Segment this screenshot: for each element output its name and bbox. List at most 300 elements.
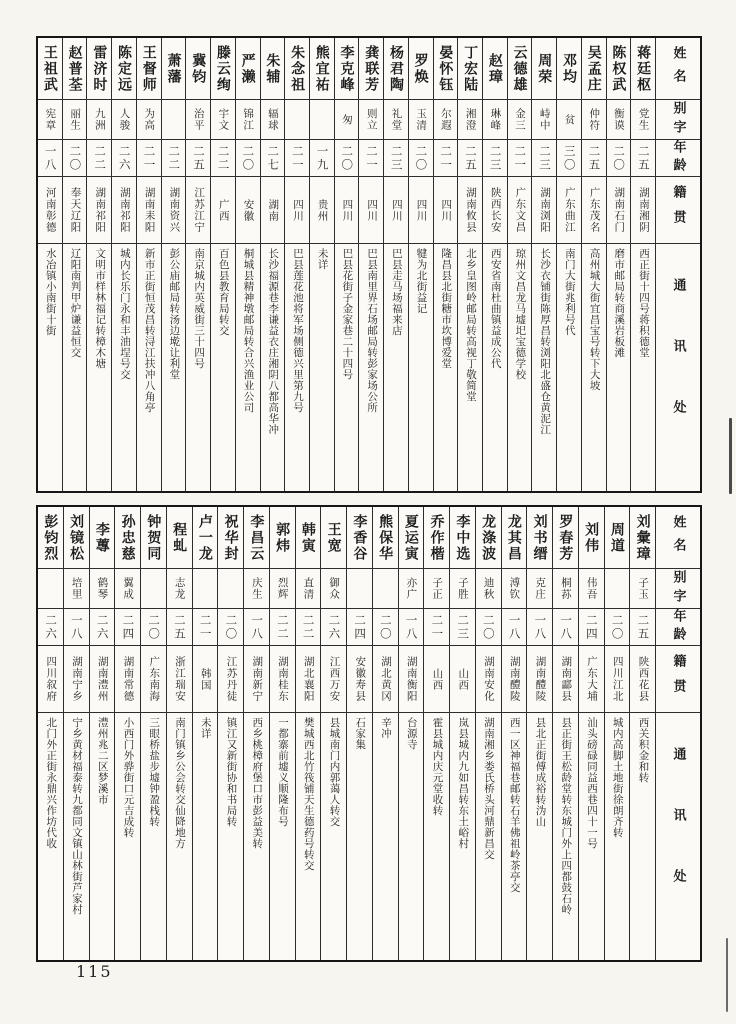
person-courtesy-name: 伟吾 (585, 577, 598, 600)
person-age: 二五 (172, 613, 187, 641)
person-age: 一八 (559, 613, 574, 641)
person-column (185, 38, 210, 491)
person-column (398, 507, 424, 960)
person-native-place: 山西 (431, 667, 444, 691)
person-address-cell (162, 244, 186, 491)
person-age: 二三 (488, 144, 503, 172)
person-age: 二五 (587, 144, 602, 172)
person-address-cell (450, 713, 475, 960)
person-address: 百色县教育局转交 (217, 248, 230, 336)
person-name-cell (424, 507, 449, 569)
person-age: 二一 (290, 144, 305, 172)
person-courtesy-cell (321, 569, 346, 609)
person-native-cell (631, 177, 655, 244)
person-age-cell (296, 609, 321, 646)
person-address-cell (532, 244, 556, 491)
person-courtesy-name: 御众 (328, 577, 341, 600)
person-name: 罗焕 (412, 52, 429, 85)
person-native-place: 四川 (390, 198, 403, 222)
person-courtesy-cell (236, 100, 260, 140)
person-address: 未详 (199, 717, 212, 739)
person-courtesy-name: 九洲 (93, 108, 106, 131)
person-address-cell (553, 713, 578, 960)
person-address-cell (409, 244, 433, 491)
person-name: 熊宜祐 (313, 44, 330, 93)
person-column (552, 507, 578, 960)
person-native-cell (63, 177, 87, 244)
person-native-place: 广东文昌 (514, 187, 527, 233)
header-address-label (656, 244, 700, 491)
person-address: 彭公庙邮局转汤边墘让利堂 (168, 248, 181, 380)
person-age-cell (112, 140, 136, 177)
person-address: 湖南湘乡娄氏桥头河鼎新昌交 (483, 717, 495, 860)
person-address-cell (582, 244, 606, 491)
person-name-cell (409, 38, 433, 100)
person-name: 彭钧烈 (42, 513, 59, 562)
person-name: 李昌云 (248, 513, 265, 562)
person-column (531, 38, 556, 491)
person-age-cell (244, 609, 269, 646)
person-age: 二〇 (241, 144, 256, 172)
person-column (38, 38, 62, 491)
person-courtesy-name: 子胜 (456, 577, 469, 600)
person-name-cell (321, 507, 346, 569)
person-courtesy-cell (141, 569, 166, 609)
person-native-place: 湖北黄冈 (380, 656, 392, 702)
person-age-cell (399, 609, 424, 646)
person-native-place: 四川江北 (611, 656, 624, 702)
person-age-cell (115, 609, 140, 646)
person-native-place: 陕西长安 (489, 187, 502, 233)
person-native-cell (502, 646, 527, 713)
person-name: 陈定远 (116, 44, 133, 93)
person-address-cell (607, 244, 631, 491)
person-courtesy-name: 亦广 (405, 577, 418, 600)
person-column (166, 507, 192, 960)
person-age-cell (137, 140, 161, 177)
header-native-text: 籍贯 (670, 654, 686, 704)
person-name: 熊保华 (377, 513, 394, 562)
person-column (86, 38, 111, 491)
person-courtesy-cell (605, 569, 630, 609)
person-age-cell (321, 609, 346, 646)
person-native-cell (630, 646, 655, 713)
person-native-cell (218, 646, 243, 713)
person-age-cell (605, 609, 630, 646)
person-name-cell (87, 38, 111, 100)
person-age: 二五 (636, 144, 651, 172)
person-native-place: 河南彰德 (44, 187, 57, 233)
person-native-place: 安徽寿县 (354, 656, 367, 702)
person-native-cell (483, 177, 507, 244)
person-column (320, 507, 346, 960)
person-age-cell (310, 140, 334, 177)
header-age-label (656, 140, 700, 177)
person-age-cell (186, 140, 210, 177)
person-native-place: 湖南酃县 (560, 656, 573, 702)
person-native-place: 韩国 (199, 667, 212, 691)
person-address: 南门大街兆利号代 (563, 248, 576, 336)
person-address: 未详 (316, 248, 329, 270)
person-column (334, 38, 359, 491)
person-address-cell (321, 713, 346, 960)
person-courtesy-cell (211, 100, 235, 140)
person-courtesy-name: 宪章 (44, 108, 57, 131)
person-courtesy-name: 辐球 (266, 108, 279, 131)
person-name-cell (476, 507, 501, 569)
person-native-place: 湖北襄阳 (302, 656, 315, 702)
person-native-place: 广西 (217, 198, 230, 222)
person-name: 龙涤波 (480, 513, 497, 562)
person-courtesy-cell (450, 569, 475, 609)
person-address-cell (527, 713, 552, 960)
person-courtesy-cell (167, 569, 192, 609)
person-name-cell (335, 38, 359, 100)
person-address: 樊城西北竹筏铺天生德药号转交 (302, 717, 315, 871)
person-column (217, 507, 243, 960)
person-column (260, 38, 285, 491)
person-address: 西关积金和转 (637, 717, 650, 783)
person-courtesy-name: 匆 (341, 113, 354, 126)
person-courtesy-cell (579, 569, 604, 609)
person-name-cell (631, 38, 655, 100)
person-column (383, 38, 408, 491)
scan-artifact-bottom-right (726, 938, 728, 1012)
person-name: 雷济时 (91, 44, 108, 93)
person-column (556, 38, 581, 491)
person-column (630, 38, 655, 491)
person-address: 西乡桃樟府堡口市彭益美转 (251, 717, 264, 849)
person-native-place: 湖南资兴 (168, 187, 181, 233)
person-age: 二〇 (378, 613, 393, 641)
person-native-cell (347, 646, 372, 713)
person-age: 二二 (275, 613, 290, 641)
person-native-place: 湖南石门 (613, 187, 626, 233)
person-name-cell (63, 38, 87, 100)
person-age-cell (527, 609, 552, 646)
person-name: 赵普荃 (66, 44, 83, 93)
person-courtesy-name: 子正 (431, 577, 444, 600)
person-courtesy-cell (90, 569, 115, 609)
person-address-cell (115, 713, 140, 960)
person-name-cell (605, 507, 630, 569)
person-courtesy-name: 烈辉 (276, 577, 289, 600)
person-name: 程虬 (171, 521, 188, 554)
person-native-place: 湖南 (267, 198, 280, 222)
person-name-cell (285, 38, 309, 100)
person-column (136, 38, 161, 491)
person-courtesy-name: 桐荪 (559, 577, 572, 600)
person-name-cell (261, 38, 285, 100)
person-address-cell (285, 244, 309, 491)
person-native-cell (162, 177, 186, 244)
person-name-cell (347, 507, 372, 569)
person-native-cell (211, 177, 235, 244)
person-address-cell (557, 244, 581, 491)
person-name-cell (532, 38, 556, 100)
person-native-cell (296, 646, 321, 713)
person-age: 一八 (43, 144, 58, 172)
header-courtesy-label (656, 100, 700, 140)
person-courtesy-name: 礼堂 (390, 108, 403, 131)
person-name: 严濑 (239, 52, 256, 85)
person-column (111, 38, 136, 491)
person-address: 犍为北街益记 (415, 248, 428, 314)
person-column (604, 507, 630, 960)
person-age-cell (582, 140, 606, 177)
person-age: 二三 (456, 613, 471, 641)
person-native-place: 湖南攸县 (464, 187, 477, 233)
person-address-cell (630, 713, 655, 960)
person-courtesy-cell (115, 569, 140, 609)
person-age: 二〇 (612, 144, 627, 172)
person-native-place: 陕西花县 (637, 656, 650, 702)
person-age: 一八 (404, 613, 419, 641)
person-age-cell (557, 140, 581, 177)
person-age: 二一 (430, 613, 445, 641)
person-native-cell (582, 177, 606, 244)
person-courtesy-cell (373, 569, 398, 609)
person-address-cell (141, 713, 166, 960)
person-native-cell (115, 646, 140, 713)
person-courtesy-name: 琳峰 (489, 108, 502, 131)
person-courtesy-cell (384, 100, 408, 140)
person-native-cell (38, 177, 62, 244)
person-age-cell (502, 609, 527, 646)
person-courtesy-name: 金三 (514, 108, 527, 131)
person-address: 琼州文昌龙马墟圯宝德学校 (514, 248, 527, 380)
person-column (433, 38, 458, 491)
person-age: 二六 (327, 613, 342, 641)
person-courtesy-cell (458, 100, 482, 140)
person-native-cell (605, 646, 630, 713)
person-courtesy-name: 为高 (143, 108, 156, 131)
person-native-cell (434, 177, 458, 244)
person-age: 二〇 (481, 613, 496, 641)
header-native-text: 籍贯 (670, 185, 686, 235)
table-header-column (655, 507, 700, 960)
person-address: 城内高脚土地街徐朗齐转 (611, 717, 624, 838)
person-native-place: 四川 (341, 198, 354, 222)
person-address: 文明市样林福记转樟木塘 (94, 248, 107, 369)
person-native-place: 江西万安 (328, 656, 341, 702)
person-native-cell (64, 646, 89, 713)
person-address: 北乡皇图岭邮局转高视丁敬简堂 (464, 248, 477, 402)
person-name: 刘伟 (583, 521, 600, 554)
person-column (358, 38, 383, 491)
person-address-cell (244, 713, 269, 960)
person-native-cell (193, 646, 218, 713)
person-courtesy-name: 翼成 (122, 577, 135, 600)
person-age-cell (38, 140, 62, 177)
person-native-cell (399, 646, 424, 713)
person-native-place: 湖南浏阳 (539, 187, 552, 233)
person-courtesy-cell (38, 569, 63, 609)
person-native-place: 江苏江宁 (193, 187, 206, 233)
person-courtesy-name: 志龙 (173, 577, 186, 600)
person-name: 孙忠慈 (119, 513, 136, 562)
person-name-cell (162, 38, 186, 100)
person-column (449, 507, 475, 960)
person-name-cell (579, 507, 604, 569)
person-name: 刘彙璋 (634, 513, 651, 562)
person-column (114, 507, 140, 960)
person-age-cell (434, 140, 458, 177)
person-age: 二〇 (147, 613, 162, 641)
person-courtesy-cell (476, 569, 501, 609)
person-name: 李香谷 (351, 513, 368, 562)
person-native-place: 浙江瑞安 (174, 656, 186, 702)
person-courtesy-name: 克庄 (534, 577, 547, 600)
person-address: 巴县走马场福来店 (390, 248, 403, 336)
person-address-cell (38, 713, 63, 960)
person-native-place: 湖南湘阴 (638, 187, 651, 233)
person-name-cell (582, 38, 606, 100)
header-age-label (656, 609, 700, 646)
person-name-cell (90, 507, 115, 569)
person-name-cell (244, 507, 269, 569)
person-name: 李蓴 (93, 521, 110, 554)
person-courtesy-cell (502, 569, 527, 609)
person-address: 辽阳南判甲炉谦益恒交 (69, 248, 82, 358)
person-native-place: 四川 (366, 198, 379, 222)
person-address-cell (476, 713, 501, 960)
person-age: 二〇 (68, 144, 83, 172)
person-native-place: 湖南澧州 (96, 656, 109, 702)
person-address-cell (63, 244, 87, 491)
person-age: 二〇 (340, 144, 355, 172)
person-address: 桐城县精神墩邮局转合兴渔业公司 (242, 248, 255, 413)
person-native-cell (87, 177, 111, 244)
person-address: 巴县花街子金家巷二十四号 (341, 248, 354, 380)
person-name: 朱念祖 (289, 44, 306, 93)
person-age: 三〇 (562, 144, 577, 172)
person-name: 乔作楷 (428, 513, 445, 562)
header-name-label (656, 507, 700, 569)
person-name: 冀钧 (190, 52, 207, 85)
person-age: 二四 (584, 613, 599, 641)
person-name-cell (38, 38, 62, 100)
person-age: 二四 (121, 613, 136, 641)
person-courtesy-cell (347, 569, 372, 609)
person-name-cell (186, 38, 210, 100)
person-age-cell (532, 140, 556, 177)
person-name-cell (458, 38, 482, 100)
person-age-cell (167, 609, 192, 646)
person-name-cell (167, 507, 192, 569)
person-name-cell (112, 38, 136, 100)
person-address: 长沙衣铺街陈厚昌转浏阳北盛仓黄泥江 (539, 248, 552, 435)
person-courtesy-cell (261, 100, 285, 140)
person-native-cell (90, 646, 115, 713)
person-name: 王祖武 (41, 44, 58, 93)
header-age-text: 年龄 (670, 609, 686, 645)
person-native-cell (553, 646, 578, 713)
person-native-place: 安徽 (242, 198, 255, 222)
person-native-cell (321, 646, 346, 713)
person-age: 二二 (167, 144, 182, 172)
person-age-cell (87, 140, 111, 177)
person-address: 辛冲 (380, 717, 392, 739)
person-courtesy-cell (193, 569, 218, 609)
person-name-cell (115, 507, 140, 569)
person-courtesy-cell (296, 569, 321, 609)
person-age: 一八 (250, 613, 265, 641)
person-name: 王宽 (325, 521, 342, 554)
person-address: 一都寨前墟义顺隆布号 (277, 717, 289, 827)
person-native-cell (270, 646, 295, 713)
person-address-cell (458, 244, 482, 491)
person-column (346, 507, 372, 960)
person-name: 丁宏陆 (462, 44, 479, 93)
person-name-cell (399, 507, 424, 569)
person-courtesy-name: 锦江 (242, 108, 255, 131)
person-name: 陈权武 (610, 44, 627, 93)
person-address: 汕头磅碌同益西巷四十一号 (586, 717, 598, 849)
person-address-cell (502, 713, 527, 960)
person-courtesy-cell (434, 100, 458, 140)
person-column (423, 507, 449, 960)
person-courtesy-cell (399, 569, 424, 609)
person-native-place: 湖南祁阳 (118, 187, 131, 233)
person-age-cell (409, 140, 433, 177)
person-age-cell (458, 140, 482, 177)
person-native-place: 湖南醴陵 (534, 656, 547, 702)
person-age: 二〇 (224, 613, 239, 641)
person-age-cell (90, 609, 115, 646)
person-name-cell (236, 38, 260, 100)
person-address: 西一区神福巷邮转石羊佛祖岭茶亭交 (508, 717, 521, 893)
person-address-cell (483, 244, 507, 491)
person-native-cell (244, 646, 269, 713)
table-header-column (655, 38, 700, 491)
person-name: 萧藩 (165, 52, 182, 85)
person-age-cell (476, 609, 501, 646)
person-courtesy-name: 则立 (365, 108, 378, 131)
person-address: 北门外正街永鼎兴作坊代收 (45, 717, 58, 849)
header-native-label (656, 177, 700, 244)
person-name-cell (270, 507, 295, 569)
header-address-label (656, 713, 700, 960)
person-address-cell (90, 713, 115, 960)
directory-table-top (36, 36, 702, 493)
person-address: 隆昌县北街糖市坎博爱堂 (440, 248, 453, 369)
person-native-place: 广东曲江 (563, 187, 576, 233)
person-address-cell (186, 244, 210, 491)
person-name: 李中选 (454, 513, 471, 562)
person-age-cell (424, 609, 449, 646)
person-age-cell (193, 609, 218, 646)
person-name: 刘书缙 (531, 513, 548, 562)
header-name-label (656, 38, 700, 100)
person-address-cell (218, 713, 243, 960)
person-address: 石家集 (354, 717, 367, 750)
person-name: 赵璋 (486, 52, 503, 85)
person-address: 小西门外骅街口元吉成转 (122, 717, 135, 838)
person-courtesy-name: 迪秋 (482, 577, 495, 600)
person-column (457, 38, 482, 491)
person-age-cell (553, 609, 578, 646)
person-courtesy-cell (553, 569, 578, 609)
person-address: 县城南门内郭蔼人转交 (328, 717, 341, 827)
person-courtesy-cell (409, 100, 433, 140)
person-age-cell (359, 140, 383, 177)
person-courtesy-name: 丽生 (69, 108, 82, 131)
person-name: 朱辅 (264, 52, 281, 85)
person-age: 二六 (117, 144, 132, 172)
person-native-cell (38, 646, 63, 713)
directory-table-bottom (36, 505, 702, 962)
